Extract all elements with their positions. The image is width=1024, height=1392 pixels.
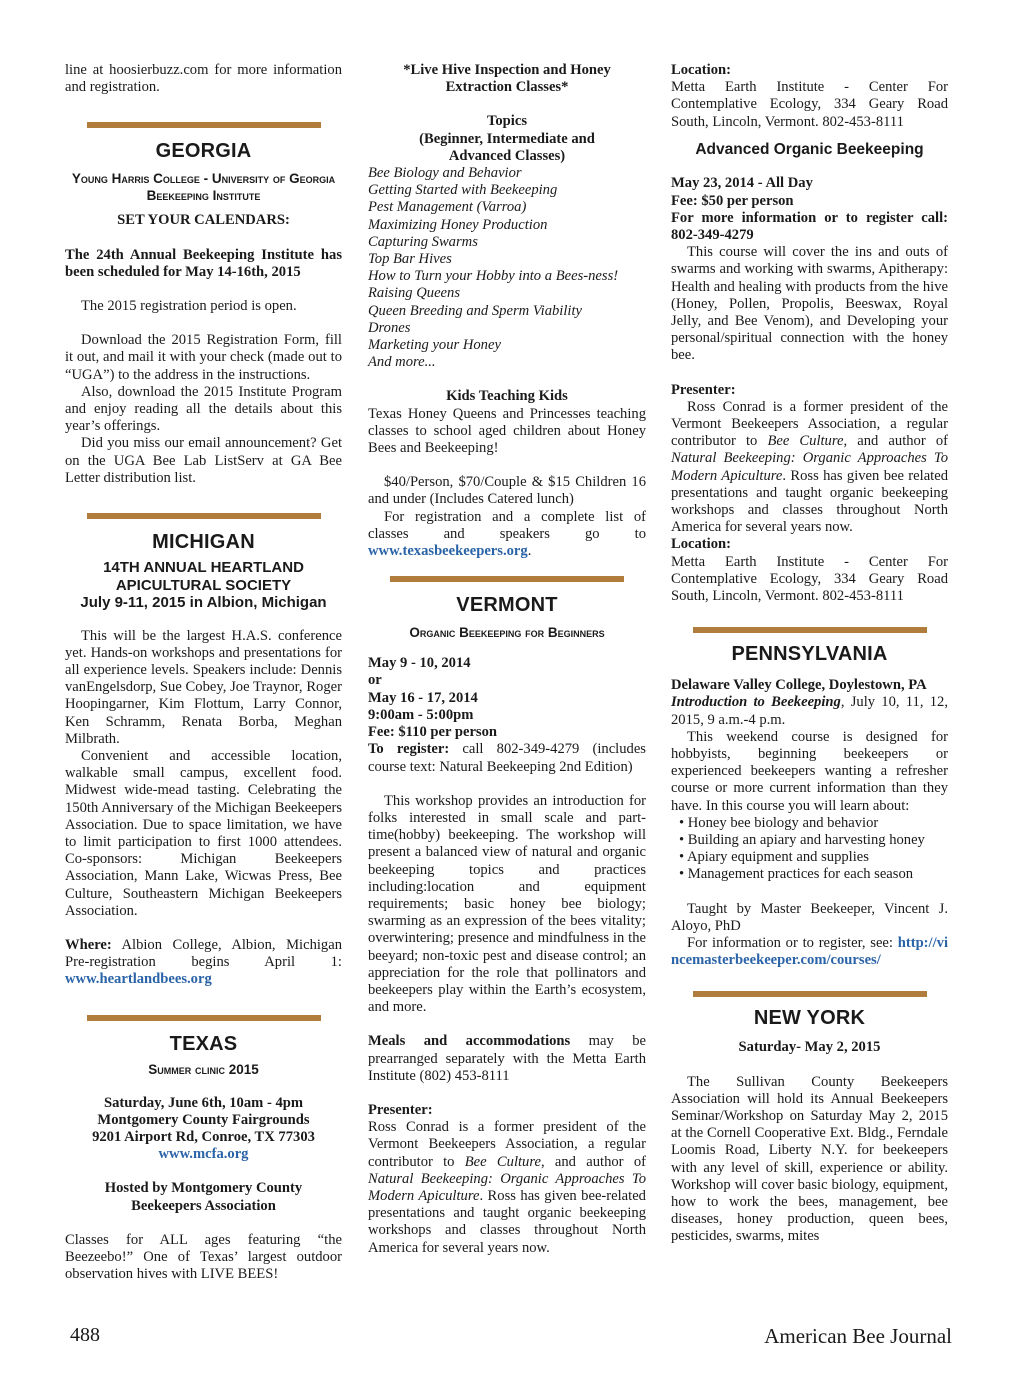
newyork-heading: NEW YORK <box>753 1007 866 1030</box>
vermont-meals <box>368 1033 646 1085</box>
texas-heading: TEXAS <box>169 1032 238 1055</box>
advanced-title: Advanced Organic Beekeeping <box>695 140 924 158</box>
where-label: Where: <box>65 937 112 953</box>
register-text: call 802-349-4279 (includes course text: Natural Beekeeping 2nd Edition) <box>368 741 646 775</box>
list-item: • Management practices for each season <box>679 866 914 883</box>
meals-label: Meals and accommodations <box>368 1033 571 1050</box>
bullet-text: Management practices for each season <box>687 866 914 883</box>
prereg-text: Pre-registration begins April 1: <box>65 954 342 971</box>
page-number: 488 <box>70 1324 100 1346</box>
advanced-date: May 23, 2014 - All Day <box>671 175 813 192</box>
texas-venue: Montgomery County Fairgrounds <box>97 1111 310 1128</box>
reg-text: For registration and a complete list of classes and speakers go to <box>368 508 646 542</box>
list-item: Getting Started with Beekeeping <box>368 182 558 199</box>
register-label: To register: <box>368 741 450 758</box>
pa-taught: Taught by Master Beekeeper, Vincent J. Aloyo, PhD <box>671 900 948 934</box>
section-divider <box>87 513 321 519</box>
list-item: Pest Management (Varroa) <box>368 199 527 216</box>
list-item: Bee Biology and Behavior <box>368 165 522 182</box>
list-item: Top Bar Hives <box>368 251 452 268</box>
bio-text: , and author of <box>843 433 948 450</box>
topics-title: Topics <box>486 113 528 130</box>
bio-text: Ross Conrad is a former president of the Vermont Beekeepers Association, a regular contributor to <box>368 1119 646 1170</box>
list-item: • Honey bee biology and behavior <box>679 814 879 831</box>
list-item: • Building an apiary and harvesting honey <box>679 832 925 849</box>
location-text: Metta Earth Institute - Center For Contemplative Ecology, 334 Geary Road South, Lincoln, Vermont. 802-453-8111 <box>671 79 948 130</box>
michigan-where <box>65 937 342 989</box>
advanced-desc: This course will cover the ins and outs of swarms and working with swarms, Apitherapy: Health and healing with products from the hive (Honey, Pollen, Propolis, Beeswax, Royal Jelly, and Bee Venom), and Developing your personal/spiritual connection with the honey bee. <box>671 244 948 364</box>
michigan-heading: MICHIGAN <box>152 531 255 554</box>
section-divider <box>87 122 321 128</box>
vermont-subhead: Organic Beekeeping for Beginners <box>409 625 605 641</box>
vermont-date1: May 9 - 10, 2014 <box>368 655 471 672</box>
kids-text: Texas Honey Queens and Princesses teaching classes to school aged children about Honey Bees and Beekeeping! <box>368 405 646 457</box>
list-item: Queen Breeding and Sperm Viability <box>368 302 582 319</box>
location-text: Metta Earth Institute - Center For Contemplative Ecology, 334 Geary Road South, Lincoln, Vermont. 802-453-8111 <box>671 553 948 604</box>
bio-journal: Bee Culture <box>767 433 844 450</box>
list-item: Maximizing Honey Production <box>368 216 548 233</box>
pa-info <box>671 935 948 969</box>
bio-book: Natural Beekeeping: Organic Approaches To Modern Apiculture <box>368 1170 646 1204</box>
georgia-p3: Also, download the 2015 Institute Program and enjoy reading all the details about this year’s offerings. <box>65 383 342 435</box>
list-item: Capturing Swarms <box>368 233 478 250</box>
georgia-p1: The 2015 registration period is open. <box>81 298 297 315</box>
pa-info-text: For information or to register, see: <box>687 935 893 952</box>
presenter-label: Presenter: <box>368 1101 433 1118</box>
topics-subtitle: (Beginner, Intermediate and Advanced Classes) <box>419 130 595 164</box>
section-divider <box>693 627 927 633</box>
column-3 <box>671 62 948 1246</box>
bio-text: . Ross has given bee related presentations and taught organic beekeeping workshops and classes throughout North America for several years now. <box>671 467 948 536</box>
indiana-continuation: line at hoosierbuzz.com for more information and registration. <box>65 62 342 96</box>
pa-bullets <box>671 815 948 884</box>
vermont-workshop: This workshop provides an introduction for folks interested in small scale and part-time(hobby) beekeeping. The workshop will present a balanced view of natural and organic beekeeping topics and practices including:location and equipment requirements; basic honey bee biology; swarming as an expression of the bees vitality; overwintering; presence and mindfulness in the beeyard; non-toxic pest and disease control; an appreciation for the role that pollinators and beekeepers play within the Earth’s ecosystem, and more. <box>368 792 646 1016</box>
michigan-p1: This will be the largest H.A.S. conference yet. Hands-on workshops and presentations for all experience levels. Speakers include: Dennis vanEngelsdorp, Sue Cobey, Joe Traynor, Roger Hoopingarner, Kim Flottum, Larry Connor, Ken Schramm, Renata Borba, Meghan Milbrath. <box>65 627 342 747</box>
journal-name: American Bee Journal <box>764 1324 952 1348</box>
michigan-dates: July 9-11, 2015 in Albion, Michigan <box>80 594 327 612</box>
bullet-text: Apiary equipment and supplies <box>686 849 869 866</box>
live-hive-title: *Live Hive Inspection and Honey Extraction Classes* <box>403 62 611 96</box>
presenter-bio <box>368 1119 646 1257</box>
list-item: • Apiary equipment and supplies <box>679 849 869 866</box>
texas-date: Saturday, June 6th, 10am - 4pm <box>103 1094 304 1111</box>
bullet-text: Honey bee biology and behavior <box>687 814 879 831</box>
pa-dates: , July 10, 11, 12, 2015, 9 a.m.-4 p.m. <box>671 694 948 728</box>
texasbeekeepers-link[interactable]: www.texasbeekeepers.org <box>368 543 528 560</box>
texas-subhead: Summer clinic 2015 <box>148 1061 259 1077</box>
ny-date: Saturday- May 2, 2015 <box>738 1039 881 1056</box>
meals-text: may be prearranged separately with the Metta Earth Institute (802) 453-8111 <box>368 1033 646 1084</box>
list-item: Marketing your Honey <box>368 337 501 354</box>
list-item: How to Turn your Hobby into a Bees-ness! <box>368 268 619 285</box>
pa-venue: Delaware Valley College, Doylestown, PA <box>671 677 927 694</box>
kids-title: Kids Teaching Kids <box>446 388 568 405</box>
registration-text: For registration and a complete list of classes and speakers go to www.texasbeekeepers.org. <box>368 508 646 560</box>
advanced-fee: Fee: $50 per person <box>671 192 794 209</box>
texas-hosted: Hosted by Montgomery County Beekeepers Association <box>104 1180 303 1214</box>
pa-course: Introduction to Beekeeping <box>671 694 841 711</box>
location-label: Location: <box>671 536 731 553</box>
column-1 <box>65 62 342 1283</box>
pa-course-line <box>671 694 948 728</box>
presenter-label: Presenter: <box>671 381 736 398</box>
bullet-text: Building an apiary and harvesting honey <box>687 832 925 849</box>
bio-text: . Ross has given bee-related presentations and taught organic beekeeping workshops and classes throughout North America for several years now. <box>368 1187 646 1256</box>
column-2 <box>368 62 646 1257</box>
bio-text: , and author of <box>540 1153 646 1170</box>
vermont-register <box>368 741 646 775</box>
georgia-p4: Did you miss our email announcement? Get on the UGA Bee Lab ListServ at GA Bee Letter distribution list. <box>65 435 342 486</box>
topics-list <box>368 165 646 371</box>
michigan-subhead: 14TH ANNUAL HEARTLAND APICULTURAL SOCIETY <box>103 559 304 594</box>
georgia-heading: GEORGIA <box>155 140 252 163</box>
section-divider <box>390 576 624 582</box>
where-text: Albion College, Albion, Michigan <box>121 937 342 953</box>
vermont-fee: Fee: $110 per person <box>368 724 498 741</box>
list-item: Raising Queens <box>368 285 461 302</box>
location-label: Location: <box>671 62 731 78</box>
vincemasterbeekeeper-link[interactable]: http://vincemasterbeekeeper.com/courses/ <box>671 935 949 969</box>
prices: $40/Person, $70/Couple & $15 Children 16 and under (Includes Catered lunch) <box>368 474 646 508</box>
georgia-calendar: SET YOUR CALENDARS: <box>117 212 290 229</box>
presenter-bio <box>671 399 948 537</box>
bio-text: Ross Conrad is a former president of the Vermont Beekeepers Association, a regular contributor to <box>671 398 948 450</box>
michigan-p2: Convenient and accessible location, walkable small campus, excellent food. Midwest wide-mead tasting. Celebrating the 150th Anniversary of the Michigan Beekeepers Association. Due to space limitation, we have to limit participation to first 1000 attendees. Co-sponsors: Michigan Beekeepers Association, Mann Lake, Wicwas Press, Bee Culture, Southeastern Michigan Beekeepers Association. <box>65 747 342 919</box>
section-divider <box>87 1015 321 1021</box>
heartlandbees-link[interactable]: www.heartlandbees.org <box>65 971 212 988</box>
pa-desc: This weekend course is designed for hobbyists, beginning beekeepers or experienced beekeepers wanting a refresher course or more current information than they have. In this course you will learn about: <box>671 728 948 814</box>
georgia-subhead: Young Harris College - University of Georgia Beekeeping Institute <box>71 171 336 204</box>
vermont-time: 9:00am - 5:00pm <box>368 706 474 723</box>
advanced-info: For more information or to register call: 802-349-4279 <box>671 209 948 243</box>
bio-journal: Bee Culture <box>464 1153 541 1170</box>
list-item: Drones <box>368 319 411 336</box>
georgia-p2: Download the 2015 Registration Form, fill it out, and mail it with your check (made out to “UGA”) to the address in the instructions. <box>65 332 342 383</box>
vermont-date2: May 16 - 17, 2014 <box>368 689 478 706</box>
vermont-heading: VERMONT <box>456 594 558 617</box>
bio-book: Natural Beekeeping: Organic Approaches To Modern Apiculture <box>671 450 948 484</box>
section-divider <box>693 991 927 997</box>
pennsylvania-heading: PENNSYLVANIA <box>731 643 888 666</box>
texas-classes: Classes for ALL ages featuring “the Beezeebo!” One of Texas’ largest outdoor observation hives with LIVE BEES! <box>65 1231 342 1283</box>
georgia-lead: The 24th Annual Beekeeping Institute has been scheduled for May 14-16th, 2015 <box>65 246 342 280</box>
texas-address: 9201 Airport Rd, Conroe, TX 77303 <box>92 1129 315 1146</box>
list-item: And more... <box>368 354 436 371</box>
mcfa-link[interactable]: www.mcfa.org <box>158 1146 249 1163</box>
ny-text: The Sullivan County Beekeepers Association will hold its Annual Beekeepers Seminar/Workshop on Saturday May 2, 2015 at the Cornell Cooperative Ext. Bldg., Ferndale Loomis Road, Liberty N.Y. for beekeepers with any level of skill, experience or ability. Workshop will cover basic biology, equipment, how to work the bees, management, bee diseases, honey production, queen bees, pesticides, swarms, mites <box>671 1073 948 1245</box>
vermont-or: or <box>368 672 382 689</box>
